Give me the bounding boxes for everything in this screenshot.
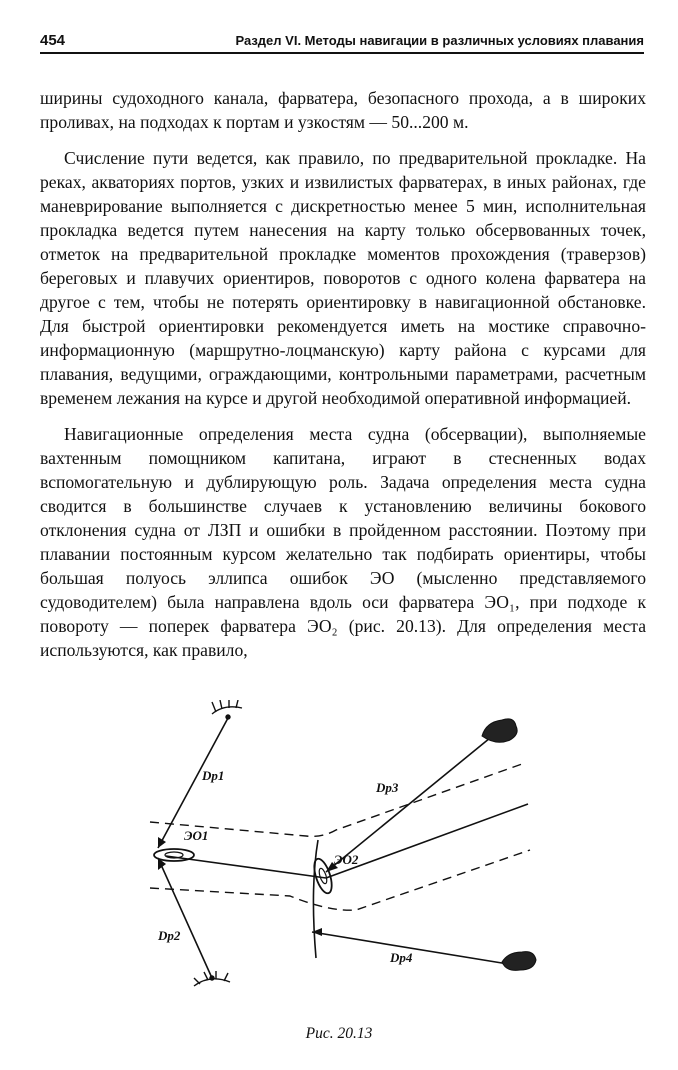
body-text (40, 86, 646, 662)
landmark-coast-dp1 (212, 700, 242, 719)
landmark-coast-dp2 (194, 971, 230, 986)
page-header (40, 28, 644, 54)
landmark-rock-dp4 (502, 952, 536, 971)
bearing-line-dp2 (158, 858, 212, 978)
error-ellipse-eo1 (154, 849, 194, 861)
label-dp3: Dp3 (376, 780, 399, 795)
label-eo2: ЭО2 (334, 852, 359, 867)
figure-20-13 (130, 700, 560, 990)
label-dp2: Dp2 (158, 928, 181, 943)
paragraph-1: ширины судоходного канала, фарватера, безопасного прохода, а в широких проливах, на подходах к портам и узкостям — 50...200 м. (40, 88, 646, 132)
error-ellipse-eo2-inner (318, 867, 329, 884)
arrowhead-dp1 (158, 837, 166, 848)
label-dp4: Dp4 (390, 950, 413, 965)
figure-caption: Рис. 20.13 (305, 1025, 373, 1042)
position-arc (313, 840, 318, 958)
running-head: Раздел VI. Методы навигации в различных условиях плавания (235, 33, 644, 48)
label-eo1: ЭО1 (184, 828, 209, 843)
label-dp1: Dp1 (202, 768, 225, 783)
page-number: 454 (40, 32, 66, 49)
landmark-rock-dp3 (482, 719, 517, 742)
paragraph-3: Навигационные определения места судна (обсервации), выполняемые вахтенным помощником капитана, играют в стесненных водах вспомогательную и дублирующую роль. Задача определения места судна сводится в большинстве случаев к установлению величины бокового отклонения судна от ЛЗП и ошибки в пройденном расстоянии. Поэтому при плавании постоянным курсом желательно так подбирать ориентиры, чтобы большая полуось эллипса ошибок ЭО (мысленно представляемого судоводителем) была направлена вдоль оси фарватера ЭО₁, при подходе к повороту — поперек фарватера ЭО₂ (рис. 20.13). Для определения места используются, как правило, (40, 424, 646, 660)
paragraph-2: Счисление пути ведется, как правило, по предварительной прокладке. На реках, акваториях портов, узких и извилистых фарватерах, в иных районах, где маневрирование выполняется с дискретностью менее 5 мин, исполнительная прокладка ведется путем нанесения на карту только обсервованных точек, отметок на предварительной прокладке моментов прохождения (траверзов) береговых и плавучих ориентиров, поворотов с одного колена фарватера на другое с тем, чтобы не потерять ориентировку в навигационной обстановке. Для быстрой ориентировки рекомендуется иметь на мостике справочно-информационную (маршрутно-лоцманскую) карту района с курсами для плавания, ведущими, ограждающими, контрольными параметрами, расчетным временем лежания на курсе и другой необходимой оперативной информацией. (40, 148, 646, 408)
